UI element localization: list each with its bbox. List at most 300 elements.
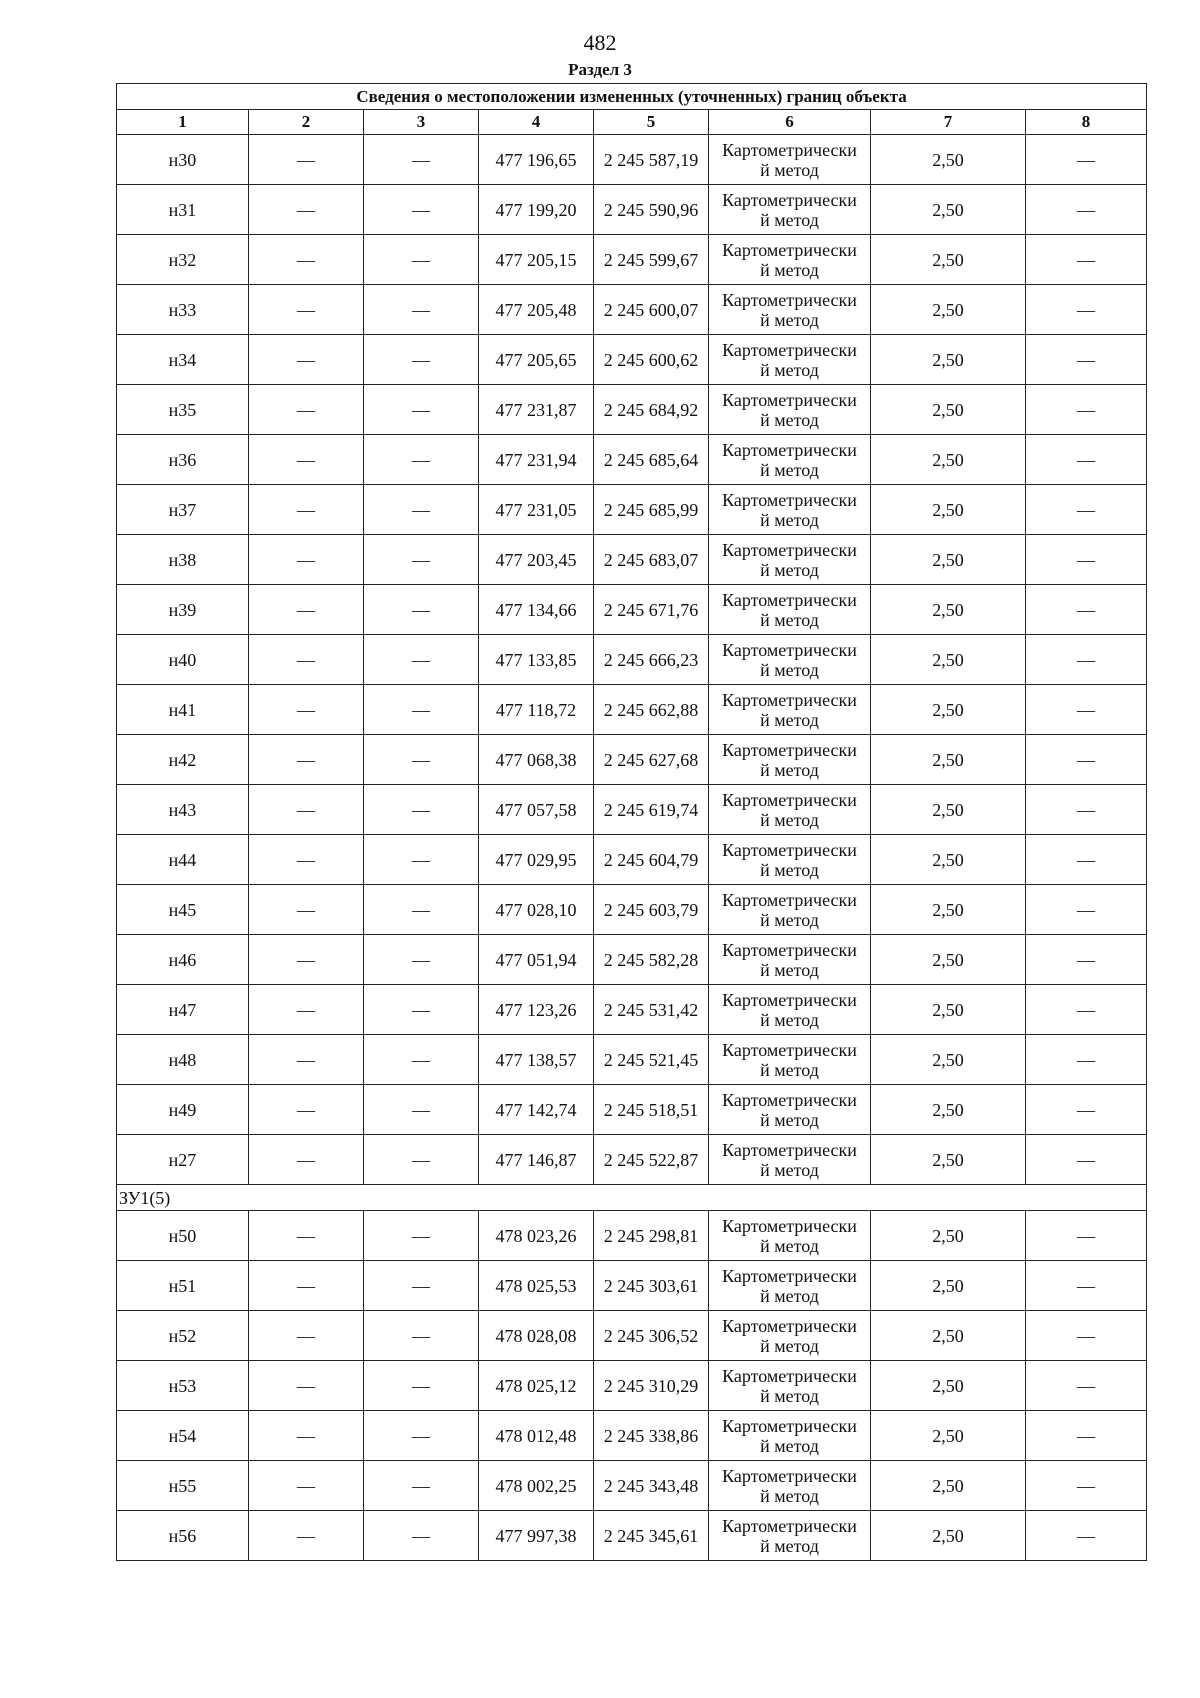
- column-header: 5: [594, 110, 709, 135]
- method-line-2: й метод: [760, 159, 819, 180]
- accuracy-cell: 2,50: [871, 1211, 1026, 1261]
- y-coordinate-cell: 2 245 298,81: [594, 1211, 709, 1261]
- empty-value-cell: —: [249, 1411, 364, 1461]
- method-cell: [709, 1361, 871, 1411]
- method-cell: [709, 1411, 871, 1461]
- empty-value-cell: —: [364, 1311, 479, 1361]
- method-cell: [709, 1461, 871, 1511]
- y-coordinate-cell: 2 245 343,48: [594, 1461, 709, 1511]
- method-line-1: Картометрически: [722, 1039, 857, 1060]
- point-id-cell: н48: [117, 1035, 249, 1085]
- x-coordinate-cell: 477 029,95: [479, 835, 594, 885]
- table-row: [117, 135, 1147, 185]
- empty-value-cell: —: [249, 785, 364, 835]
- empty-value-cell: —: [364, 335, 479, 385]
- accuracy-cell: 2,50: [871, 235, 1026, 285]
- empty-value-cell: —: [1026, 1511, 1147, 1561]
- empty-value-cell: —: [1026, 1035, 1147, 1085]
- empty-value-cell: —: [364, 785, 479, 835]
- point-id-cell: н42: [117, 735, 249, 785]
- table-row: [117, 1261, 1147, 1311]
- method-line-2: й метод: [760, 1109, 819, 1130]
- empty-value-cell: —: [249, 1035, 364, 1085]
- x-coordinate-cell: 477 133,85: [479, 635, 594, 685]
- point-id-cell: н51: [117, 1261, 249, 1311]
- method-line-1: Картометрически: [722, 289, 857, 310]
- point-id-cell: н27: [117, 1135, 249, 1185]
- section-title: Раздел 3: [568, 60, 632, 79]
- y-coordinate-cell: 2 245 587,19: [594, 135, 709, 185]
- empty-value-cell: —: [364, 585, 479, 635]
- empty-value-cell: —: [249, 535, 364, 585]
- method-line-1: Картометрически: [722, 339, 857, 360]
- method-cell: [709, 585, 871, 635]
- y-coordinate-cell: 2 245 685,99: [594, 485, 709, 535]
- empty-value-cell: —: [249, 935, 364, 985]
- empty-value-cell: —: [249, 735, 364, 785]
- method-line-1: Картометрически: [722, 1139, 857, 1160]
- point-id-cell: н50: [117, 1211, 249, 1261]
- method-line-2: й метод: [760, 809, 819, 830]
- method-line-2: й метод: [760, 1009, 819, 1030]
- point-id-cell: н41: [117, 685, 249, 735]
- table-row: [117, 1361, 1147, 1411]
- table-caption-row: [117, 84, 1147, 110]
- table-row: [117, 335, 1147, 385]
- empty-value-cell: —: [1026, 685, 1147, 735]
- table-row: [117, 235, 1147, 285]
- empty-value-cell: —: [364, 135, 479, 185]
- method-cell: [709, 1085, 871, 1135]
- method-line-2: й метод: [760, 859, 819, 880]
- method-cell: [709, 1511, 871, 1561]
- table-row: [117, 385, 1147, 435]
- y-coordinate-cell: 2 245 683,07: [594, 535, 709, 585]
- x-coordinate-cell: 477 123,26: [479, 985, 594, 1035]
- empty-value-cell: —: [1026, 135, 1147, 185]
- y-coordinate-cell: 2 245 604,79: [594, 835, 709, 885]
- table-row: [117, 535, 1147, 585]
- x-coordinate-cell: 477 231,87: [479, 385, 594, 435]
- empty-value-cell: —: [364, 285, 479, 335]
- column-header: 2: [249, 110, 364, 135]
- table-row: [117, 785, 1147, 835]
- x-coordinate-cell: 477 231,05: [479, 485, 594, 535]
- empty-value-cell: —: [249, 185, 364, 235]
- method-line-1: Картометрически: [722, 539, 857, 560]
- accuracy-cell: 2,50: [871, 985, 1026, 1035]
- empty-value-cell: —: [364, 485, 479, 535]
- empty-value-cell: —: [364, 1085, 479, 1135]
- method-line-1: Картометрически: [722, 689, 857, 710]
- y-coordinate-cell: 2 245 590,96: [594, 185, 709, 235]
- method-cell: [709, 335, 871, 385]
- x-coordinate-cell: 477 997,38: [479, 1511, 594, 1561]
- method-line-2: й метод: [760, 259, 819, 280]
- empty-value-cell: —: [364, 1211, 479, 1261]
- x-coordinate-cell: 477 205,48: [479, 285, 594, 335]
- table-row: [117, 735, 1147, 785]
- method-cell: [709, 285, 871, 335]
- method-line-1: Картометрически: [722, 889, 857, 910]
- column-header-row: [117, 110, 1147, 135]
- accuracy-cell: 2,50: [871, 135, 1026, 185]
- method-cell: [709, 885, 871, 935]
- y-coordinate-cell: 2 245 627,68: [594, 735, 709, 785]
- point-id-cell: н32: [117, 235, 249, 285]
- y-coordinate-cell: 2 245 671,76: [594, 585, 709, 635]
- empty-value-cell: —: [249, 1461, 364, 1511]
- accuracy-cell: 2,50: [871, 1361, 1026, 1411]
- point-id-cell: н40: [117, 635, 249, 685]
- empty-value-cell: —: [249, 585, 364, 635]
- method-line-2: й метод: [760, 709, 819, 730]
- point-id-cell: н43: [117, 785, 249, 835]
- method-line-1: Картометрически: [722, 589, 857, 610]
- empty-value-cell: —: [1026, 285, 1147, 335]
- accuracy-cell: 2,50: [871, 1461, 1026, 1511]
- empty-value-cell: —: [364, 1035, 479, 1085]
- method-cell: [709, 835, 871, 885]
- method-line-2: й метод: [760, 759, 819, 780]
- method-line-2: й метод: [760, 609, 819, 630]
- y-coordinate-cell: 2 245 600,62: [594, 335, 709, 385]
- empty-value-cell: —: [364, 735, 479, 785]
- method-line-1: Картометрически: [722, 489, 857, 510]
- table-row: [117, 1511, 1147, 1561]
- empty-value-cell: —: [249, 1511, 364, 1561]
- x-coordinate-cell: 477 199,20: [479, 185, 594, 235]
- table-row: [117, 1211, 1147, 1261]
- method-line-1: Картометрически: [722, 1515, 857, 1536]
- method-line-2: й метод: [760, 1285, 819, 1306]
- empty-value-cell: —: [249, 1261, 364, 1311]
- method-line-2: й метод: [760, 1385, 819, 1406]
- method-line-1: Картометрически: [722, 839, 857, 860]
- point-id-cell: н44: [117, 835, 249, 885]
- x-coordinate-cell: 477 138,57: [479, 1035, 594, 1085]
- empty-value-cell: —: [1026, 185, 1147, 235]
- empty-value-cell: —: [1026, 985, 1147, 1035]
- x-coordinate-cell: 477 205,15: [479, 235, 594, 285]
- empty-value-cell: —: [249, 485, 364, 535]
- column-header: 8: [1026, 110, 1147, 135]
- accuracy-cell: 2,50: [871, 1261, 1026, 1311]
- table-row: [117, 635, 1147, 685]
- empty-value-cell: —: [1026, 635, 1147, 685]
- x-coordinate-cell: 477 205,65: [479, 335, 594, 385]
- accuracy-cell: 2,50: [871, 785, 1026, 835]
- method-cell: [709, 985, 871, 1035]
- empty-value-cell: —: [364, 685, 479, 735]
- method-cell: [709, 485, 871, 535]
- empty-value-cell: —: [364, 185, 479, 235]
- point-id-cell: н39: [117, 585, 249, 635]
- method-line-1: Картометрически: [722, 189, 857, 210]
- method-line-1: Картометрически: [722, 939, 857, 960]
- empty-value-cell: —: [249, 435, 364, 485]
- accuracy-cell: 2,50: [871, 385, 1026, 435]
- method-line-2: й метод: [760, 1159, 819, 1180]
- empty-value-cell: —: [249, 685, 364, 735]
- accuracy-cell: 2,50: [871, 1135, 1026, 1185]
- empty-value-cell: —: [1026, 1211, 1147, 1261]
- empty-value-cell: —: [364, 1361, 479, 1411]
- empty-value-cell: —: [1026, 1411, 1147, 1461]
- boundary-coordinates-table: [116, 83, 1147, 1561]
- y-coordinate-cell: 2 245 345,61: [594, 1511, 709, 1561]
- empty-value-cell: —: [1026, 935, 1147, 985]
- method-cell: [709, 185, 871, 235]
- empty-value-cell: —: [1026, 835, 1147, 885]
- method-cell: [709, 1135, 871, 1185]
- method-line-2: й метод: [760, 1535, 819, 1556]
- table-row: [117, 485, 1147, 535]
- table-row: [117, 1411, 1147, 1461]
- method-line-2: й метод: [760, 1435, 819, 1456]
- x-coordinate-cell: 477 231,94: [479, 435, 594, 485]
- table-row: [117, 435, 1147, 485]
- x-coordinate-cell: 477 142,74: [479, 1085, 594, 1135]
- point-id-cell: н33: [117, 285, 249, 335]
- accuracy-cell: 2,50: [871, 585, 1026, 635]
- x-coordinate-cell: 478 028,08: [479, 1311, 594, 1361]
- empty-value-cell: —: [1026, 335, 1147, 385]
- y-coordinate-cell: 2 245 338,86: [594, 1411, 709, 1461]
- method-line-1: Картометрически: [722, 1365, 857, 1386]
- empty-value-cell: —: [364, 1461, 479, 1511]
- y-coordinate-cell: 2 245 684,92: [594, 385, 709, 435]
- point-id-cell: н55: [117, 1461, 249, 1511]
- point-id-cell: н46: [117, 935, 249, 985]
- method-line-2: й метод: [760, 959, 819, 980]
- y-coordinate-cell: 2 245 666,23: [594, 635, 709, 685]
- empty-value-cell: —: [1026, 735, 1147, 785]
- column-header: 3: [364, 110, 479, 135]
- empty-value-cell: —: [1026, 435, 1147, 485]
- point-id-cell: н34: [117, 335, 249, 385]
- table-row: [117, 935, 1147, 985]
- point-id-cell: н38: [117, 535, 249, 585]
- table-row: [117, 1311, 1147, 1361]
- method-line-1: Картометрически: [722, 789, 857, 810]
- method-line-2: й метод: [760, 1335, 819, 1356]
- table-row: [117, 1135, 1147, 1185]
- empty-value-cell: —: [364, 835, 479, 885]
- y-coordinate-cell: 2 245 599,67: [594, 235, 709, 285]
- y-coordinate-cell: 2 245 531,42: [594, 985, 709, 1035]
- method-cell: [709, 635, 871, 685]
- method-cell: [709, 435, 871, 485]
- table-row: [117, 185, 1147, 235]
- x-coordinate-cell: 477 057,58: [479, 785, 594, 835]
- y-coordinate-cell: 2 245 685,64: [594, 435, 709, 485]
- method-line-1: Картометрически: [722, 439, 857, 460]
- empty-value-cell: —: [249, 235, 364, 285]
- empty-value-cell: —: [249, 985, 364, 1035]
- accuracy-cell: 2,50: [871, 1511, 1026, 1561]
- accuracy-cell: 2,50: [871, 335, 1026, 385]
- method-cell: [709, 1211, 871, 1261]
- method-cell: [709, 785, 871, 835]
- accuracy-cell: 2,50: [871, 635, 1026, 685]
- x-coordinate-cell: 477 196,65: [479, 135, 594, 185]
- method-line-2: й метод: [760, 1059, 819, 1080]
- table-row: [117, 885, 1147, 935]
- method-line-1: Картометрически: [722, 639, 857, 660]
- point-id-cell: н54: [117, 1411, 249, 1461]
- point-id-cell: н56: [117, 1511, 249, 1561]
- empty-value-cell: —: [1026, 585, 1147, 635]
- point-id-cell: н31: [117, 185, 249, 235]
- empty-value-cell: —: [1026, 885, 1147, 935]
- empty-value-cell: —: [1026, 1261, 1147, 1311]
- method-line-2: й метод: [760, 509, 819, 530]
- method-line-2: й метод: [760, 1485, 819, 1506]
- accuracy-cell: 2,50: [871, 435, 1026, 485]
- accuracy-cell: 2,50: [871, 1085, 1026, 1135]
- method-line-2: й метод: [760, 659, 819, 680]
- method-cell: [709, 385, 871, 435]
- column-header: 4: [479, 110, 594, 135]
- method-cell: [709, 685, 871, 735]
- accuracy-cell: 2,50: [871, 185, 1026, 235]
- empty-value-cell: —: [249, 1085, 364, 1135]
- empty-value-cell: —: [364, 935, 479, 985]
- y-coordinate-cell: 2 245 522,87: [594, 1135, 709, 1185]
- point-id-cell: н45: [117, 885, 249, 935]
- method-line-1: Картометрически: [722, 389, 857, 410]
- method-cell: [709, 535, 871, 585]
- y-coordinate-cell: 2 245 603,79: [594, 885, 709, 935]
- table-row: [117, 985, 1147, 1035]
- x-coordinate-cell: 478 002,25: [479, 1461, 594, 1511]
- method-line-2: й метод: [760, 359, 819, 380]
- accuracy-cell: 2,50: [871, 885, 1026, 935]
- empty-value-cell: —: [364, 435, 479, 485]
- method-line-1: Картометрически: [722, 139, 857, 160]
- empty-value-cell: —: [249, 285, 364, 335]
- method-cell: [709, 135, 871, 185]
- empty-value-cell: —: [249, 1311, 364, 1361]
- y-coordinate-cell: 2 245 521,45: [594, 1035, 709, 1085]
- accuracy-cell: 2,50: [871, 285, 1026, 335]
- empty-value-cell: —: [249, 385, 364, 435]
- point-id-cell: н37: [117, 485, 249, 535]
- empty-value-cell: —: [364, 1261, 479, 1311]
- table-row: [117, 685, 1147, 735]
- x-coordinate-cell: 477 028,10: [479, 885, 594, 935]
- empty-value-cell: —: [1026, 1461, 1147, 1511]
- x-coordinate-cell: 477 051,94: [479, 935, 594, 985]
- method-cell: [709, 935, 871, 985]
- method-cell: [709, 1035, 871, 1085]
- x-coordinate-cell: 477 118,72: [479, 685, 594, 735]
- accuracy-cell: 2,50: [871, 485, 1026, 535]
- accuracy-cell: 2,50: [871, 1311, 1026, 1361]
- empty-value-cell: —: [364, 1135, 479, 1185]
- point-id-cell: н49: [117, 1085, 249, 1135]
- page-number: 482: [583, 30, 617, 55]
- method-line-1: Картометрически: [722, 1465, 857, 1486]
- method-line-2: й метод: [760, 459, 819, 480]
- x-coordinate-cell: 478 023,26: [479, 1211, 594, 1261]
- accuracy-cell: 2,50: [871, 735, 1026, 785]
- empty-value-cell: —: [1026, 1085, 1147, 1135]
- x-coordinate-cell: 477 146,87: [479, 1135, 594, 1185]
- empty-value-cell: —: [249, 885, 364, 935]
- empty-value-cell: —: [249, 1211, 364, 1261]
- column-header: 1: [117, 110, 249, 135]
- table-row: [117, 585, 1147, 635]
- empty-value-cell: —: [1026, 1361, 1147, 1411]
- y-coordinate-cell: 2 245 600,07: [594, 285, 709, 335]
- empty-value-cell: —: [1026, 785, 1147, 835]
- empty-value-cell: —: [249, 335, 364, 385]
- x-coordinate-cell: 477 068,38: [479, 735, 594, 785]
- x-coordinate-cell: 478 025,53: [479, 1261, 594, 1311]
- method-line-1: Картометрически: [722, 1265, 857, 1286]
- y-coordinate-cell: 2 245 310,29: [594, 1361, 709, 1411]
- y-coordinate-cell: 2 245 619,74: [594, 785, 709, 835]
- empty-value-cell: —: [1026, 485, 1147, 535]
- empty-value-cell: —: [364, 1511, 479, 1561]
- column-header: 6: [709, 110, 871, 135]
- empty-value-cell: —: [1026, 235, 1147, 285]
- method-line-1: Картометрически: [722, 1415, 857, 1436]
- method-line-1: Картометрически: [722, 239, 857, 260]
- y-coordinate-cell: 2 245 582,28: [594, 935, 709, 985]
- x-coordinate-cell: 478 012,48: [479, 1411, 594, 1461]
- method-line-1: Картометрически: [722, 989, 857, 1010]
- empty-value-cell: —: [249, 1135, 364, 1185]
- method-line-2: й метод: [760, 409, 819, 430]
- method-cell: [709, 1261, 871, 1311]
- method-line-1: Картометрически: [722, 739, 857, 760]
- point-id-cell: н53: [117, 1361, 249, 1411]
- x-coordinate-cell: 478 025,12: [479, 1361, 594, 1411]
- empty-value-cell: —: [1026, 1135, 1147, 1185]
- group-header-row: [117, 1185, 1147, 1211]
- y-coordinate-cell: 2 245 303,61: [594, 1261, 709, 1311]
- method-line-2: й метод: [760, 909, 819, 930]
- method-line-1: Картометрически: [722, 1215, 857, 1236]
- empty-value-cell: —: [249, 635, 364, 685]
- empty-value-cell: —: [364, 985, 479, 1035]
- accuracy-cell: 2,50: [871, 935, 1026, 985]
- empty-value-cell: —: [249, 835, 364, 885]
- accuracy-cell: 2,50: [871, 1035, 1026, 1085]
- method-line-2: й метод: [760, 1235, 819, 1256]
- x-coordinate-cell: 477 134,66: [479, 585, 594, 635]
- y-coordinate-cell: 2 245 518,51: [594, 1085, 709, 1135]
- method-line-1: Картометрически: [722, 1089, 857, 1110]
- accuracy-cell: 2,50: [871, 1411, 1026, 1461]
- empty-value-cell: —: [1026, 385, 1147, 435]
- method-cell: [709, 1311, 871, 1361]
- group-label: ЗУ1(5): [117, 1185, 1147, 1211]
- empty-value-cell: —: [364, 635, 479, 685]
- point-id-cell: н30: [117, 135, 249, 185]
- table-row: [117, 1035, 1147, 1085]
- empty-value-cell: —: [364, 1411, 479, 1461]
- column-header: 7: [871, 110, 1026, 135]
- table-row: [117, 285, 1147, 335]
- table-row: [117, 835, 1147, 885]
- method-line-2: й метод: [760, 559, 819, 580]
- method-line-2: й метод: [760, 309, 819, 330]
- accuracy-cell: 2,50: [871, 685, 1026, 735]
